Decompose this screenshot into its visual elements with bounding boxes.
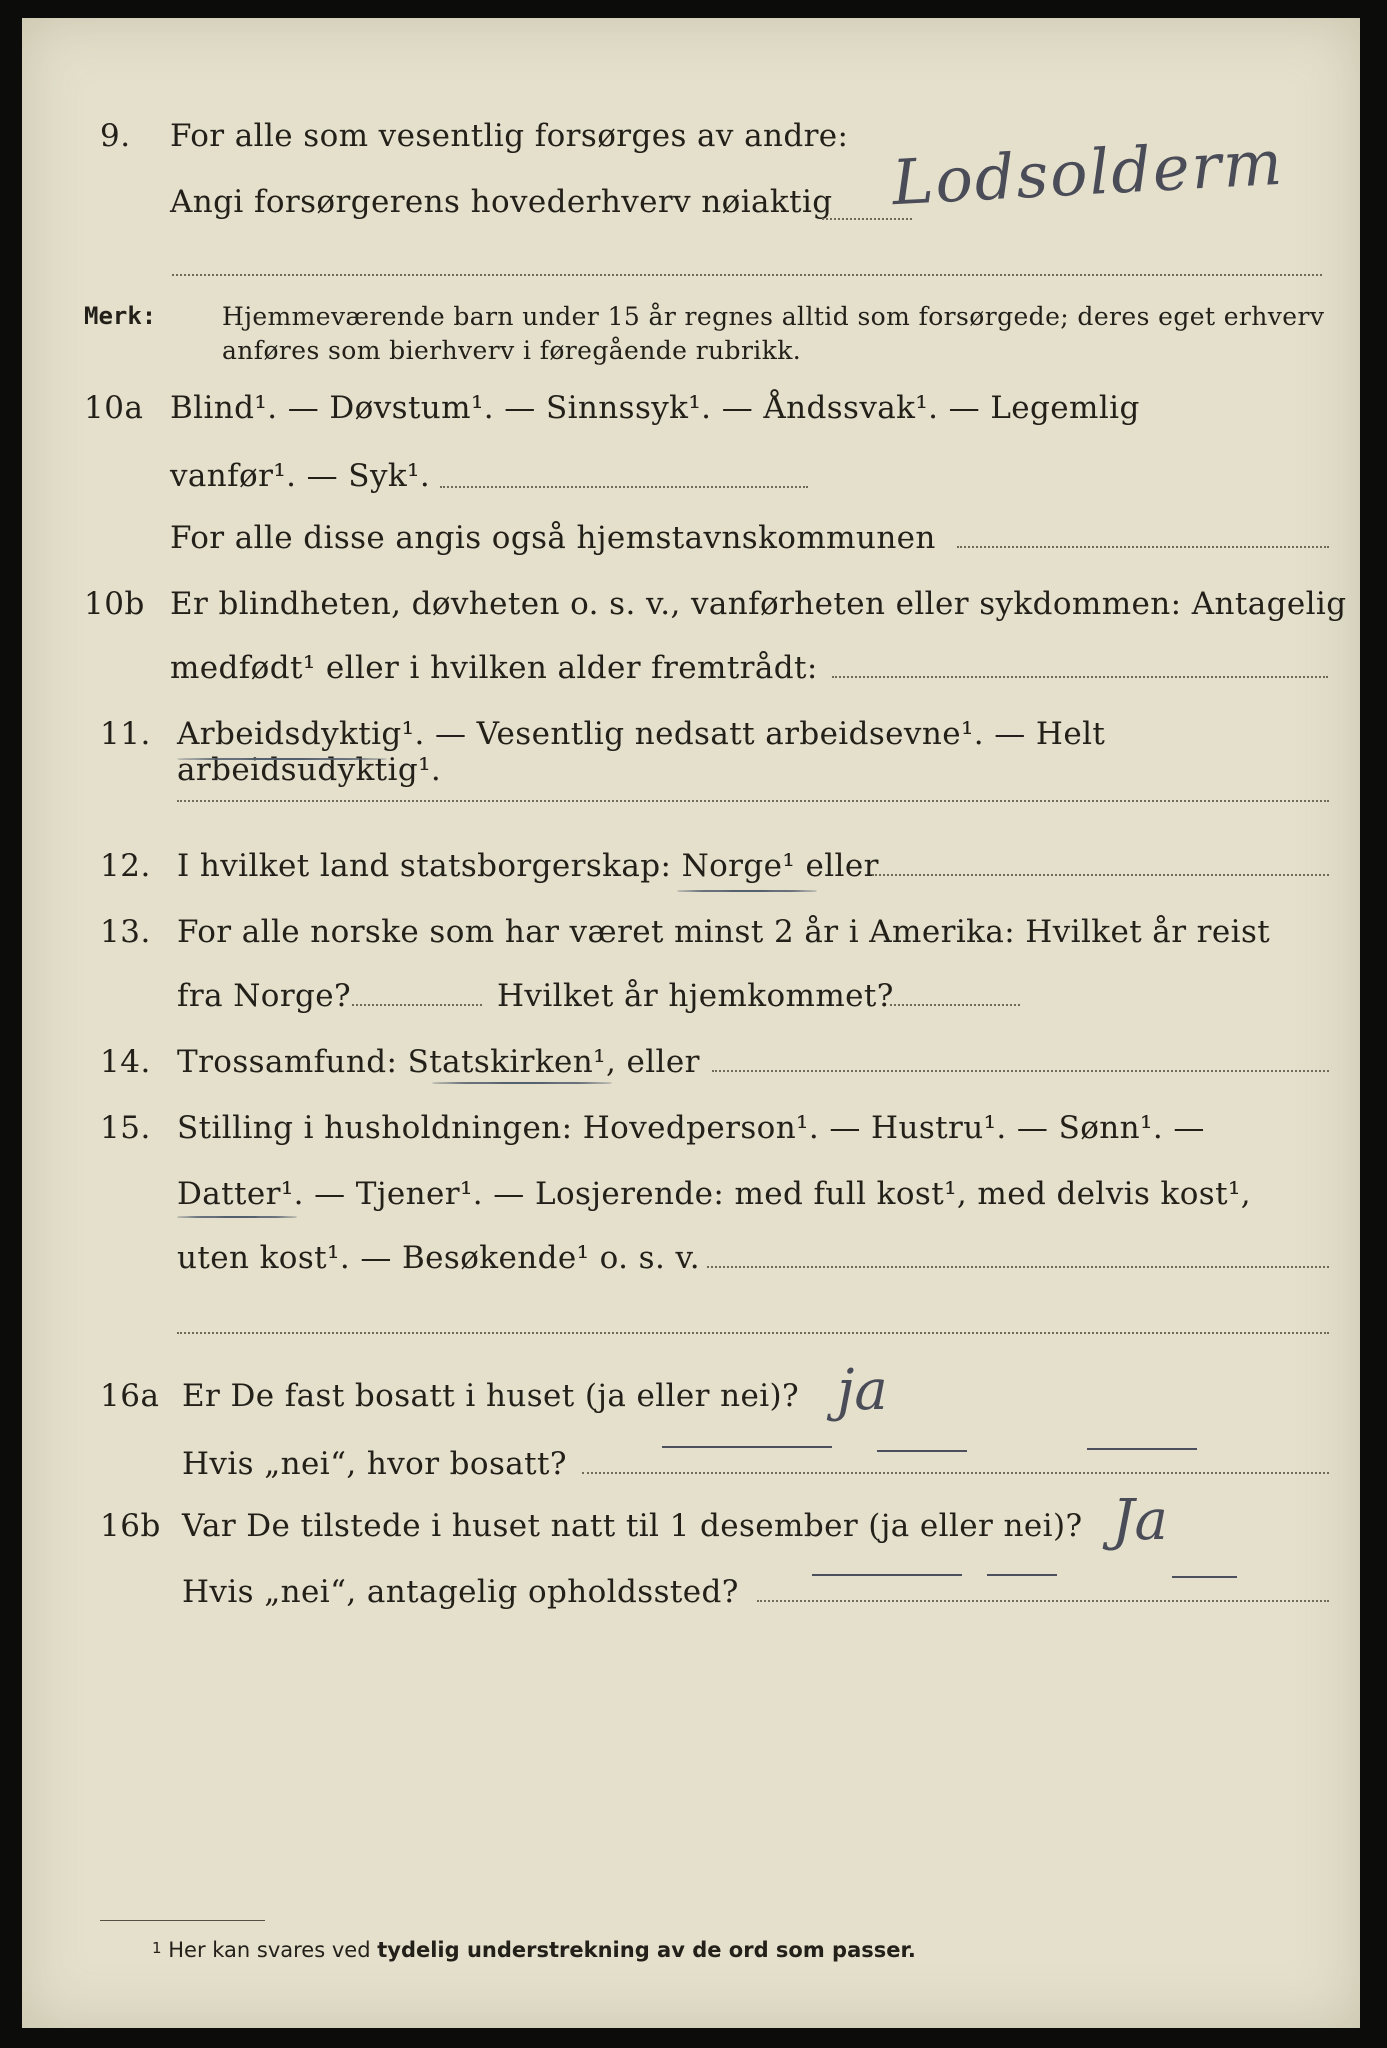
q11-number: 11. [100, 716, 151, 752]
q16a-number: 16a [100, 1378, 160, 1414]
q15-line3: uten kost¹. — Besøkende¹ o. s. v. [177, 1240, 700, 1276]
q10a-line1: Blind¹. — Døvstum¹. — Sinnssyk¹. — Åndssvak¹. — Legemlig [170, 390, 1140, 426]
q15-number: 15. [100, 1110, 151, 1146]
q11-underline-arbeidsdyktig [177, 758, 387, 760]
q10b-number: 10b [84, 586, 145, 622]
q10a-line3: For alle disse angis også hjemstavnskommunen [170, 520, 936, 556]
q10b-line1: Er blindheten, døvheten o. s. v., vanførheten eller sykdommen: Antagelig [170, 586, 1347, 622]
merk-label: Merk: [84, 302, 157, 330]
q16b-line2: Hvis „nei“, antagelig opholdssted? [182, 1574, 739, 1610]
q12-number: 12. [100, 848, 151, 884]
q13-number: 13. [100, 914, 151, 950]
q16a-handwritten-answer: ja [837, 1358, 888, 1423]
q14-answer-dots [712, 1070, 1329, 1072]
q11-line1: Arbeidsdyktig¹. — Vesentlig nedsatt arbeidsevne¹. — Helt arbeidsudyktig¹. [177, 716, 1106, 788]
q16a-line2: Hvis „nei“, hvor bosatt? [182, 1446, 567, 1482]
merk-line1: Hjemmeværende barn under 15 år regnes alltid som forsørgede; deres eget erhverv [222, 302, 1325, 331]
merk-line2: anføres som bierhverv i føregående rubrikk. [222, 336, 802, 365]
q12-underline-norge [677, 890, 817, 892]
footnote-text-plain: Her kan svares ved [168, 1938, 371, 1962]
q14-number: 14. [100, 1044, 151, 1080]
q16b-number: 16b [100, 1508, 161, 1544]
footnote-rule [100, 1920, 265, 1921]
q16b-dash-1 [812, 1574, 962, 1576]
q13-line2a: fra Norge? [177, 978, 352, 1014]
q16a-dash-1 [662, 1446, 832, 1448]
q13-returned-year-dots [890, 1004, 1020, 1006]
q10b-answer-dots [832, 676, 1328, 678]
q15-answer-dots [707, 1266, 1329, 1268]
q16a-line1: Er De fast bosatt i huset (ja eller nei)? [182, 1378, 800, 1414]
q16b-handwritten-answer: Ja [1112, 1488, 1168, 1553]
q16b-dash-3 [1172, 1576, 1237, 1578]
footnote-mark: 1 [152, 1939, 162, 1957]
q15-underline-datter [177, 1216, 297, 1218]
q12-line1: I hvilket land statsborgerskap: Norge¹ eller [177, 848, 879, 884]
q15-extra-line [177, 1332, 1329, 1334]
q14-underline-statskirken [432, 1082, 612, 1084]
footnote [152, 1938, 916, 1962]
q9-handwritten-answer: Lodsolderm [890, 125, 1286, 220]
q10a-line2: vanfør¹. — Syk¹. [170, 458, 431, 494]
q9-number: 9. [100, 118, 131, 154]
q10a-number: 10a [84, 390, 144, 426]
q11-answer-dots [177, 800, 1329, 802]
q16a-where-dots [582, 1472, 1329, 1474]
q16a-dash-3 [1087, 1448, 1197, 1450]
q10a-answer-dots [440, 486, 808, 488]
q15-line1: Stilling i husholdningen: Hovedperson¹. — Hustru¹. — Sønn¹. — [177, 1110, 1205, 1146]
q10a-municipality-dots [957, 546, 1329, 548]
q9-extra-line [172, 274, 1322, 276]
q16a-dash-2 [877, 1450, 967, 1452]
q13-line2b: Hvilket år hjemkommet? [497, 978, 894, 1014]
q16b-dash-2 [987, 1574, 1057, 1576]
q14-line1: Trossamfund: Statskirken¹, eller [177, 1044, 700, 1080]
q16b-place-dots [757, 1600, 1329, 1602]
footnote-text-bold: tydelig understrekning av de ord som passer. [377, 1938, 916, 1962]
q15-line2: Datter¹. — Tjener¹. — Losjerende: med full kost¹, med delvis kost¹, [177, 1176, 1252, 1212]
q13-left-year-dots [352, 1004, 482, 1006]
q10b-line2: medfødt¹ eller i hvilken alder fremtrådt: [170, 650, 818, 686]
q9-line2: Angi forsørgerens hovederhverv nøiaktig [170, 184, 833, 220]
census-form-page [22, 18, 1360, 2028]
q16b-line1: Var De tilstede i huset natt til 1 desember (ja eller nei)? [182, 1508, 1083, 1544]
q9-line1: For alle som vesentlig forsørges av andre: [170, 118, 849, 154]
q13-line1: For alle norske som har været minst 2 år i Amerika: Hvilket år reist [177, 914, 1271, 950]
q12-answer-dots [872, 874, 1329, 876]
